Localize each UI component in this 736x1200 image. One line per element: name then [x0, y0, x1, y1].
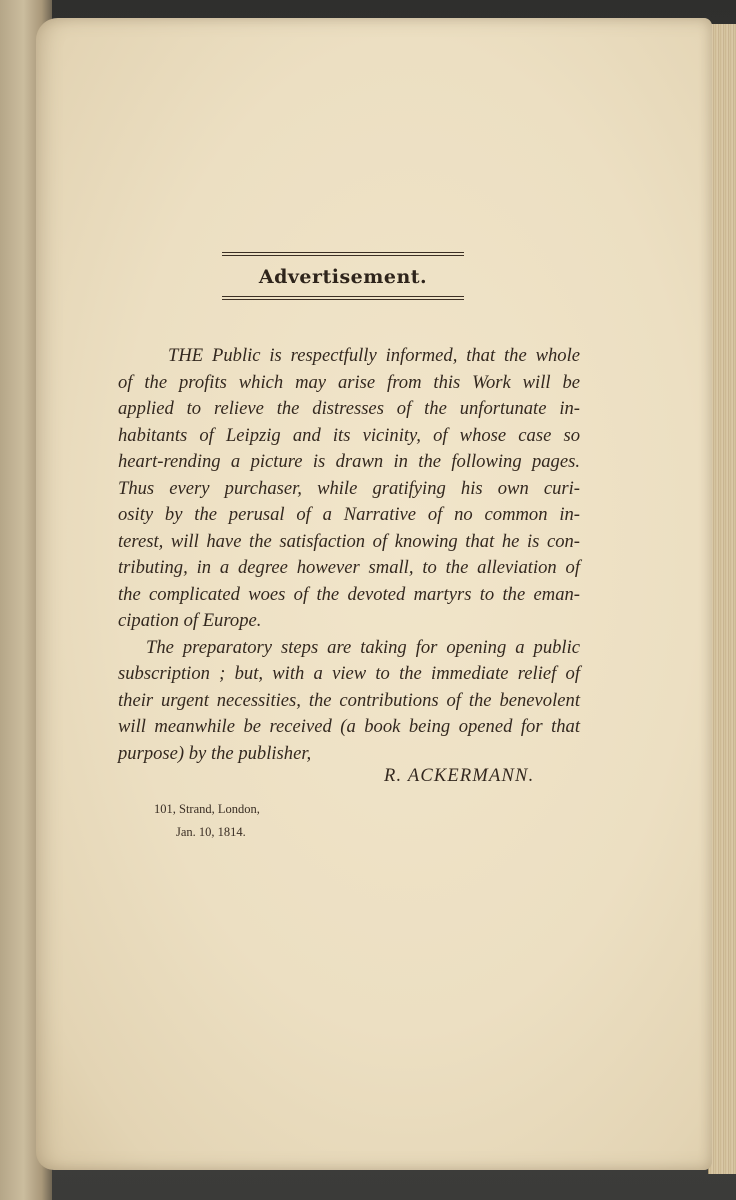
bottom-rule — [222, 296, 464, 300]
body-line: Thus every purchaser, while gratifying his own curi- — [118, 477, 580, 499]
body-line: osity by the perusal of a Narrative of no common in- — [118, 504, 580, 525]
date-line: Jan. 10, 1814. — [176, 825, 246, 839]
body-text — [118, 343, 580, 767]
body-line: of the profits which may arise from this Work will be — [118, 371, 580, 393]
body-line: THE Public is respectfully informed, that the whole — [168, 345, 580, 366]
body-line: purpose) by the publisher, — [118, 742, 312, 764]
body-line: heart-rending a picture is drawn in the following pages. — [118, 451, 580, 472]
body-line: The preparatory steps are taking for opening a public — [146, 636, 580, 658]
page-heading: Advertisement. — [258, 266, 428, 288]
address-block — [154, 798, 260, 844]
body-line: tributing, in a degree however small, to the alleviation of — [118, 557, 580, 578]
address-line: 101, Strand, London, — [154, 802, 260, 816]
heading-block — [222, 252, 464, 300]
body-line: their urgent necessities, the contributions of the benevolent — [118, 689, 580, 711]
body-line: terest, will have the satisfaction of knowing that he is con- — [118, 530, 580, 552]
body-line: applied to relieve the distresses of the unfortunate in- — [118, 398, 580, 419]
body-line: will meanwhile be received (a book being opened for that — [118, 716, 580, 737]
body-line: habitants of Leipzig and its vicinity, of whose case so — [118, 424, 580, 446]
top-rule — [222, 252, 464, 256]
body-line: the complicated woes of the devoted martyrs to the eman- — [118, 583, 580, 605]
body-line: cipation of Europe. — [118, 610, 262, 631]
body-line: subscription ; but, with a view to the immediate relief of — [118, 663, 580, 684]
signature: R. ACKERMANN. — [384, 766, 535, 786]
page-fore-edge — [708, 24, 736, 1174]
